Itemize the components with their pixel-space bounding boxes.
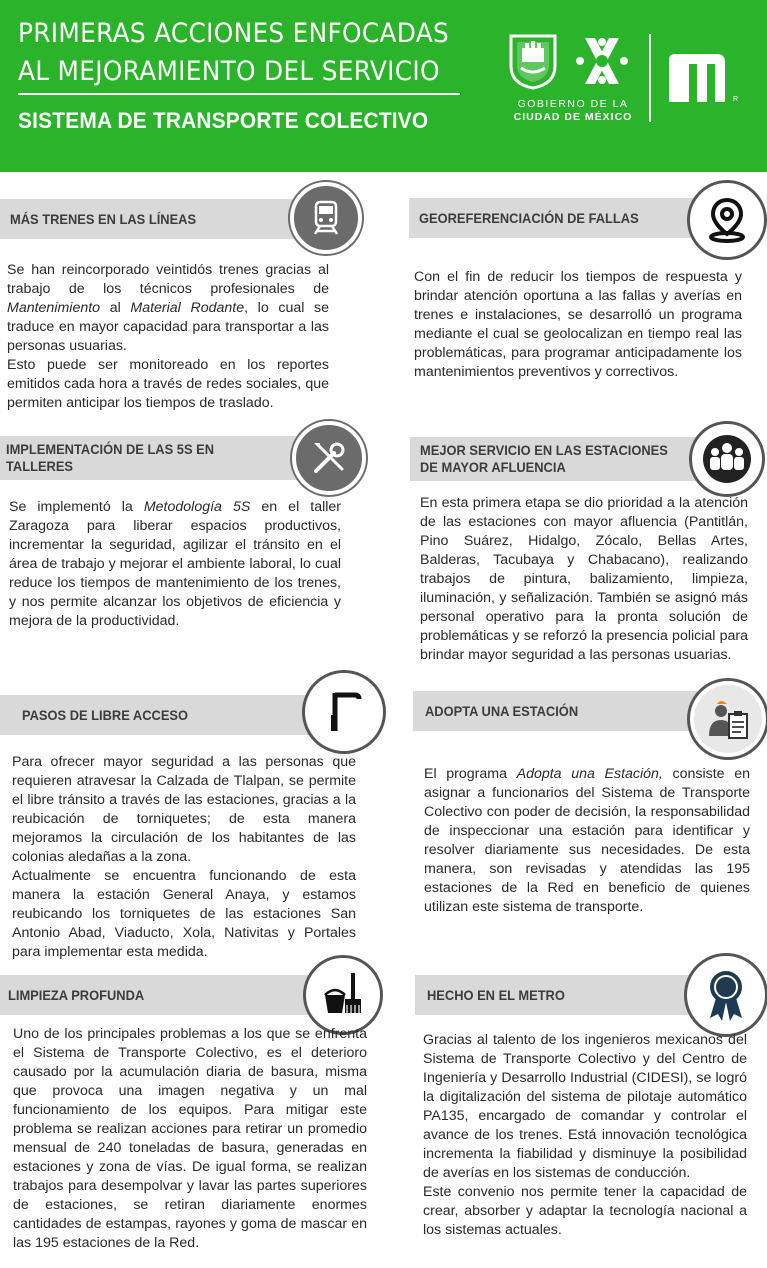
header-divider xyxy=(18,93,460,95)
text-run: Se han reincorporado veintidós trenes gracias al trabajo de los técnicos profesionales de xyxy=(7,262,329,297)
title-line: TALLERES xyxy=(6,458,74,474)
title-line: DE MAYOR AFLUENCIA xyxy=(420,459,566,475)
paragraph: Esto puede ser monitoreado en los reportes emitidos cada hora a través de redes sociales, que permiten anticipar los tiempos de traslado. xyxy=(7,357,329,411)
section-text-pasos xyxy=(12,753,356,962)
cdmx-pattern-icon xyxy=(573,30,631,92)
section-title-limpieza: LIMPIEZA PROFUNDA xyxy=(8,986,145,1003)
registered-mark: R xyxy=(733,96,739,103)
section-band-pasos xyxy=(0,695,316,735)
paragraph: En esta primera etapa se dio prioridad a la atención de las estaciones con mayor afluencia (Pantitlán, Pino Suárez, Hidalgo, Zócalo, Bellas Artes, Balderas, Tacubaya y Chabacano), realizando trabajos de pintura, balizamiento, limpieza, iluminación, y señalización. También se asignó más personal operativo para la pronta solución de problemáticas y se reforzó la presencia policial para brindar mayor seguridad a las personas usuarias. xyxy=(420,495,748,663)
cdmx-shield-icon xyxy=(507,32,559,90)
paragraph xyxy=(7,261,329,356)
gov-line1: GOBIERNO DE LA xyxy=(517,98,629,110)
gov-line2: CIUDAD DE MÉXICO xyxy=(513,111,633,123)
crowd-icon xyxy=(692,424,762,494)
text-run: en el taller Zaragoza para liberar espacios productivos, incrementar la seguridad, agilizar el tránsito en el área de trabajo y mejorar el ambiente laboral, lo cual reduce los tiempos de mantenimiento de los trenes, y nos permite alcanzar los objetivos de eficiencia y mejora de la productividad. xyxy=(9,499,342,629)
section-text-estaciones xyxy=(420,494,748,665)
logo-divider xyxy=(649,34,651,122)
section-text-adopta xyxy=(424,765,750,917)
award-ribbon-icon xyxy=(687,956,765,1034)
title-line: MEJOR SERVICIO EN LAS ESTACIONES xyxy=(420,442,668,458)
text-run: Se implementó la xyxy=(9,499,144,515)
section-band-adopta xyxy=(413,691,698,731)
text-italic: Material Rodante xyxy=(130,300,245,316)
text-run: El programa xyxy=(424,766,517,782)
section-text-geo xyxy=(414,268,742,382)
text-italic: Mantenimiento xyxy=(7,300,101,316)
paragraph xyxy=(424,765,750,917)
turnstile-icon xyxy=(305,673,383,751)
section-band-trenes xyxy=(0,199,305,239)
section-title-geo: GEOREFERENCIACIÓN DE FALLAS xyxy=(419,209,639,226)
header-title-line2: AL MEJORAMIENTO DEL SERVICIO xyxy=(18,56,440,87)
location-pin-icon xyxy=(690,183,764,257)
section-title-estaciones xyxy=(420,442,668,476)
section-band-5s xyxy=(0,436,305,480)
text-italic: Metodología 5S xyxy=(143,499,251,515)
paragraph: Uno de los principales problemas a los que se enfrenta el Sistema de Transporte Colectivo, es el deterioro causado por la acumulación diaria de basura, misma que provoca una imagen negativa y un mal funcionamiento de los equipos. Para mitigar este problema se realizan acciones para retirar un promedio mensual de 240 toneladas de basura, generadas en estaciones y zona de vías. De igual forma, se realizan trabajos para desempolvar y lavar las partes superiores de estaciones, se retiran diariamente enormes cantidades de estampas, rayones y goma de mascar en las 195 estaciones de la Red. xyxy=(13,1026,367,1251)
text-run: al xyxy=(100,300,131,316)
train-icon xyxy=(290,182,362,254)
section-band-limpieza xyxy=(0,975,320,1015)
paragraph: Gracias al talento de los ingenieros mexicanos del Sistema de Transporte Colectivo y del Centro de Ingeniería y Desarrollo Industrial (CIDESI), se logró la digitalización del sistema de pilotaje automático PA135, encargado de comandar y controlar el avance de los trenes. Está innovación tecnológica incrementa la fiabilidad y disminuye la posibilidad de averías en los sistemas de conducción. xyxy=(423,1032,747,1181)
paragraph: Para ofrecer mayor seguridad a las personas que requieren atravesar la Calzada de Tlalpan, se permite el libre tránsito a través de las estaciones, gracias a la reubicación de torniquetes; de esta manera mejoramos la circulación de los habitantes de las colonias aledañas a la zona. xyxy=(12,754,356,865)
text-italic: Adopta una Estación, xyxy=(516,766,663,782)
section-band-hecho xyxy=(415,975,697,1015)
section-title-hecho: HECHO EN EL METRO xyxy=(427,986,565,1003)
section-title-adopta: ADOPTA UNA ESTACIÓN xyxy=(425,702,579,719)
section-text-hecho xyxy=(423,1031,747,1240)
paragraph: Actualmente se encuentra funcionando de esta manera la estación General Anaya, y estamos reubicando los torniquetes de las estaciones San Antonio Abad, Viaducto, Xola, Nativitas y Portales para implementar esta medida. xyxy=(12,868,356,960)
text-run: consiste en asignar a funcionarios del Sistema de Transporte Colectivo con poder de decisión, la responsabilidad de inspeccionar una estación para identificar y resolver diariamente sus necesidades. De esta manera, son revisadas y atendidas las 195 estaciones de la Red en beneficio de quienes utilizan este sistema de transporte. xyxy=(424,766,750,915)
cleaning-bucket-icon xyxy=(306,958,380,1032)
logos xyxy=(505,28,745,128)
inspector-clipboard-icon xyxy=(690,681,766,757)
header-banner xyxy=(0,0,767,172)
section-text-5s xyxy=(9,498,341,631)
title-line: IMPLEMENTACIÓN DE LAS 5S EN xyxy=(6,441,215,457)
section-title-5s xyxy=(6,441,214,475)
metro-logo-icon xyxy=(667,50,729,104)
tools-icon xyxy=(292,421,366,495)
section-title-trenes: MÁS TRENES EN LAS LÍNEAS xyxy=(10,210,197,227)
header-subtitle: SISTEMA DE TRANSPORTE COLECTIVO xyxy=(18,108,429,133)
section-text-limpieza xyxy=(13,1025,367,1253)
section-title-pasos: PASOS DE LIBRE ACCESO xyxy=(22,706,189,723)
header-title-line1: PRIMERAS ACCIONES ENFOCADAS xyxy=(18,18,450,49)
paragraph xyxy=(9,498,341,631)
paragraph: Este convenio nos permite tener la capacidad de crear, absorber y adaptar la tecnología nacional a los sistemas actuales. xyxy=(423,1184,747,1238)
paragraph: Con el fin de reducir los tiempos de respuesta y brindar atención oportuna a las fallas y averías en trenes e instalaciones, se desarrolló un programa mediante el cual se geolocalizan en tiempo real las problemáticas, para programar anticipadamente los mantenimientos preventivos y correctivos. xyxy=(414,269,742,380)
section-band-geo xyxy=(409,198,697,238)
text-run: , lo cual se traduce en mayor capacidad para transportar a las personas usuarias. xyxy=(7,300,329,354)
section-text-trenes xyxy=(7,261,329,413)
section-band-estaciones xyxy=(410,437,700,481)
gov-logo-text xyxy=(508,98,638,124)
